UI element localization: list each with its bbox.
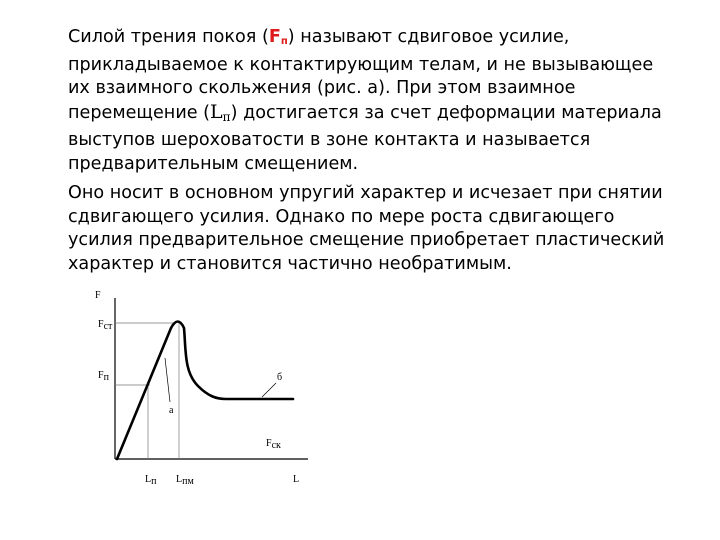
- label-l-max-sub: пм: [182, 476, 194, 487]
- p1-text-end: ) достигается за счет деформации материала выступов шероховатости в зоне контакта и называется предварительным смещением.: [68, 102, 662, 174]
- f-letter: F: [268, 27, 281, 47]
- l-letter: L: [210, 100, 223, 123]
- l-subscript: п: [222, 109, 231, 124]
- label-l-rest-letter: L: [145, 474, 152, 485]
- p1-text-start: Силой трения покоя (: [68, 27, 269, 47]
- label-f-slide: [266, 438, 281, 451]
- label-l-rest: [145, 474, 157, 487]
- label-l-rest-sub: п: [151, 476, 157, 487]
- label-f-rest: [98, 370, 110, 383]
- label-f-slide-sub: ск: [271, 440, 281, 451]
- paragraph-elastic-character: Оно носит в основном упругий характер и исчезает при снятии сдвигающего усилия. Однако по мере роста сдвигающего усилия предварительное смещение приобретает пластический характер и становится частично необратимым.: [68, 183, 665, 274]
- label-f-static: [98, 319, 113, 332]
- curve-b-label: б: [277, 372, 283, 383]
- f-subscript: п: [280, 36, 288, 47]
- curve-a-label: а: [169, 405, 174, 416]
- label-l-max: [176, 474, 194, 487]
- label-f-static-sub: ст: [103, 321, 113, 332]
- y-axis-label: F: [95, 290, 101, 301]
- label-f-static-letter: F: [98, 319, 104, 330]
- label-l-max-letter: L: [176, 474, 183, 485]
- leader-a: [165, 358, 170, 402]
- label-f-rest-sub: п: [103, 372, 109, 383]
- label-f-slide-letter: F: [266, 438, 272, 449]
- label-f-rest-letter: F: [98, 370, 104, 381]
- leader-b: [262, 383, 276, 397]
- x-axis-label: L: [293, 474, 300, 485]
- p1-text-middle: ) называют сдвиговое усилие, прикладываемое к контактирующим телам, и не вызывающее их взаимного скольжения (рис. а). При этом взаимное перемещение (: [68, 27, 654, 123]
